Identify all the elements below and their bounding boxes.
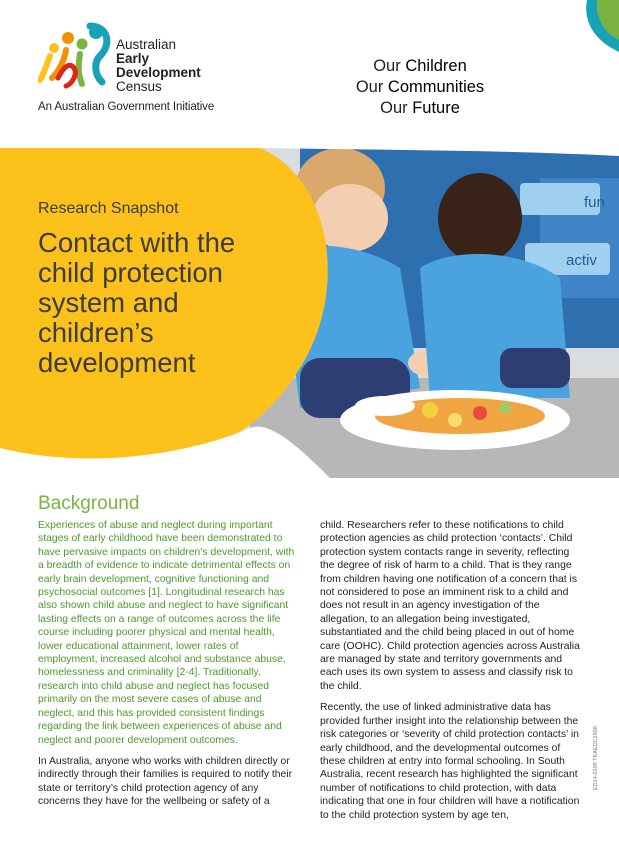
- corner-decoration-icon: [579, 0, 619, 60]
- kicker-label: Research Snapshot: [38, 200, 179, 217]
- logo-line-2: Early: [116, 51, 150, 66]
- document-code: ED14-0199 TKAEDC1608: [593, 726, 599, 790]
- paragraph-linked-data: Recently, the use of linked administrative data has provided further insight into the relationship between the risk categories or ‘severity of child protection contacts’ in early childhood, and the developmental outcomes of these children at entry into formal schooling. In South Australia, recent research has highlighted the significant number of notifications to child protection, with data indicating that one in four children will have a notification to the child protection system by age ten,: [320, 702, 580, 821]
- paragraph-intro: Experiences of abuse and neglect during important stages of early childhood have been demonstrated to have pervasive impacts on children’s development, with a breadth of evidence to indicate detrimental effects on early brain development, cognitive functioning and psychosocial outcomes [1]. Longitudinal research has also shown child abuse and neglect to have significant lasting effects on a range of outcomes across the life course including poorer physical and mental health, lower educational attainment, lower rates of employment, increased alcohol and substance abuse, homelessness and criminality [2-4]. Traditionally, research into child abuse and neglect has focused primarily on the most severe cases of abuse and neglect, and this has provided consistent findings regarding the link between experiences of abuse and neglect and poorer development outcomes.: [38, 520, 295, 746]
- logo-wordmark: [116, 38, 201, 94]
- tagline-line-1: Our Children: [373, 57, 467, 75]
- tagline-line-2: Our Communities: [355, 78, 485, 96]
- left-column: [38, 519, 298, 817]
- paragraph-notification: In Australia, anyone who works with children directly or indirectly through their families is required to notify their state or territory’s child protection agency of any concerns they have for the wellbeing or safety of a: [38, 755, 293, 808]
- wall-word-1: fun: [584, 194, 605, 211]
- tagline: [340, 56, 500, 119]
- logo-line-3: Development: [116, 65, 201, 80]
- logo-line-4: Census: [116, 79, 162, 94]
- tagline-line-3: Our Future: [380, 99, 460, 117]
- section-heading: Background: [38, 493, 140, 514]
- page-title: Contact with the child protection system and children’s development: [38, 227, 236, 378]
- logo-subtitle: An Australian Government Initiative: [38, 101, 215, 113]
- wall-word-2: activ: [566, 252, 597, 269]
- paragraph-contacts: child. Researchers refer to these notifications to child protection agencies as child protection ‘contacts’. Child protection system contacts range in severity, reflecting the degree of risk of harm to a child. That is they range from children having one notification of a concern that is not considered to pose an imminent risk to a child and does not result in an agency investigation of the allegation, to an allegation being investigated, substantiated and the child being placed in out of home care (OOHC). Child protection agencies across Australia are managed by state and territory governments and each uses its own system to assess and classify risk to the child.: [320, 520, 580, 692]
- right-column: [320, 519, 582, 830]
- aedc-logo: [38, 22, 258, 117]
- logo-line-1: Australian: [116, 37, 177, 52]
- aedc-logo-mark-icon: [38, 22, 118, 94]
